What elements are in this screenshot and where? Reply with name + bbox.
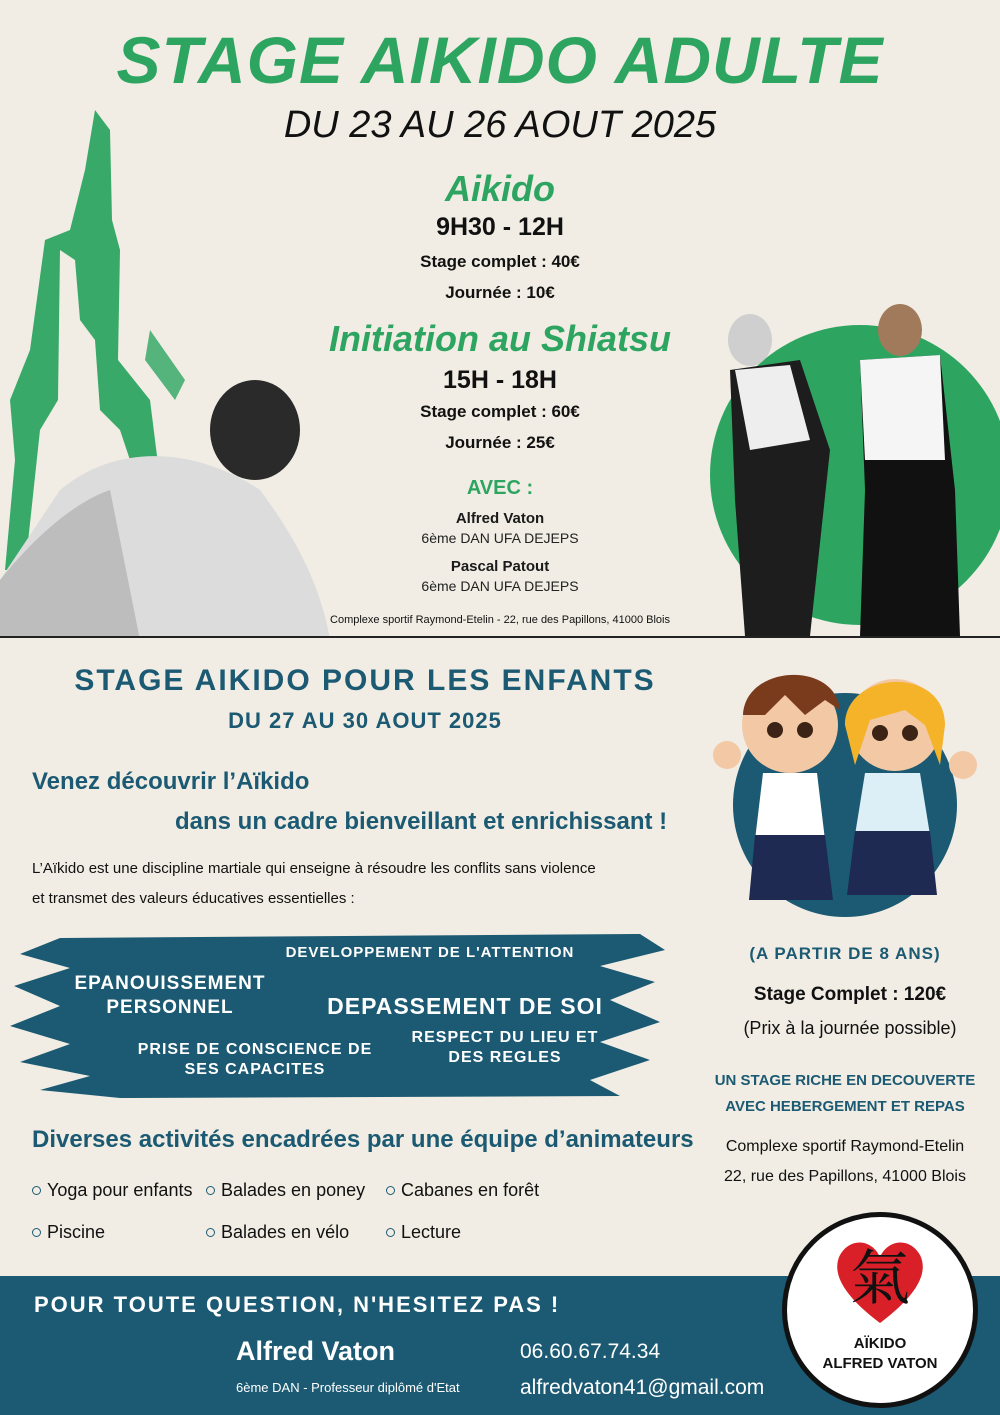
bullet-circle-icon (386, 1186, 395, 1195)
kids-intro-text: et transmet des valeurs éducatives essentielles : (32, 890, 355, 907)
logo-text: AÏKIDO (853, 1335, 907, 1352)
kids-highlight: UN STAGE RICHE EN DECOUVERTE (714, 1072, 976, 1089)
activity-item (386, 1180, 539, 1201)
activity-item (386, 1222, 461, 1243)
teacher-name: Pascal Patout (450, 558, 550, 575)
activities-heading: Diverses activités encadrées par une équipe d’animateurs (32, 1126, 694, 1153)
aikido-price-full: Stage complet : 40€ (420, 252, 580, 271)
kids-title: STAGE AIKIDO POUR LES ENFANTS (74, 664, 656, 697)
footer-question: POUR TOUTE QUESTION, N'HESITEZ PAS ! (34, 1292, 561, 1317)
teacher-name: Alfred Vaton (455, 510, 545, 527)
contact-grade: 6ème DAN - Professeur diplômé d'Etat (236, 1380, 460, 1395)
shiatsu-heading: Initiation au Shiatsu (328, 318, 672, 359)
contact-email[interactable]: alfredvaton41@gmail.com (520, 1376, 765, 1399)
kids-tagline: dans un cadre bienveillant et enrichissant ! (175, 808, 668, 835)
value-item: PRISE DE CONSCIENCE DE SES CAPACITES (137, 1041, 373, 1078)
contact-phone[interactable]: 06.60.67.74.34 (520, 1340, 661, 1363)
value-item: RESPECT DU LIEU ET DES REGLES (411, 1029, 599, 1066)
activity-label: Balades en poney (221, 1180, 366, 1200)
section-divider (0, 636, 1000, 638)
kids-address: Complexe sportif Raymond-Etelin (725, 1138, 965, 1155)
bullet-circle-icon (32, 1228, 41, 1237)
bullet-circle-icon (206, 1186, 215, 1195)
heart-kanji-icon (830, 1231, 930, 1331)
kids-age: (A PARTIR DE 8 ANS) (749, 944, 941, 963)
aikido-price-day: Journée : 10€ (445, 283, 555, 302)
adult-dates: DU 23 AU 26 AOUT 2025 (283, 104, 717, 146)
kids-price: Stage Complet : 120€ (753, 984, 947, 1005)
kids-address: 22, rue des Papillons, 41000 Blois (724, 1168, 966, 1185)
adult-title: STAGE AIKIDO ADULTE (116, 23, 884, 97)
adult-section (0, 0, 1000, 636)
activity-item (32, 1180, 192, 1201)
shiatsu-price-full: Stage complet : 60€ (420, 402, 580, 421)
teacher-grade: 6ème DAN UFA DEJEPS (421, 530, 579, 546)
value-item: DEVELOPPEMENT DE L'ATTENTION (285, 944, 575, 961)
activity-label: Cabanes en forêt (401, 1180, 540, 1200)
kids-illustration (705, 655, 985, 925)
aikido-heading: Aikido (444, 168, 555, 209)
activity-label: Balades en vélo (221, 1222, 350, 1242)
kids-dates: DU 27 AU 30 AOUT 2025 (228, 708, 502, 733)
bullet-circle-icon (386, 1228, 395, 1237)
shiatsu-price-day: Journée : 25€ (445, 433, 555, 452)
kids-highlight: AVEC HEBERGEMENT ET REPAS (725, 1098, 965, 1115)
bullet-circle-icon (32, 1186, 41, 1195)
contact-name: Alfred Vaton (236, 1336, 396, 1366)
kids-price-note: (Prix à la journée possible) (743, 1018, 957, 1038)
activity-item (32, 1222, 105, 1243)
activity-label: Lecture (401, 1222, 462, 1242)
value-item: EPANOUISSEMENT PERSONNEL (74, 973, 266, 1018)
aikido-time: 9H30 - 12H (436, 213, 564, 241)
value-item: DEPASSEMENT DE SOI (327, 993, 603, 1019)
activity-label: Yoga pour enfants (47, 1180, 193, 1200)
club-logo (782, 1212, 978, 1408)
logo-kanji: 氣 (850, 1244, 910, 1314)
activity-label: Piscine (47, 1222, 106, 1242)
bullet-circle-icon (206, 1228, 215, 1237)
activity-item (206, 1180, 365, 1201)
avec-label: AVEC : (466, 477, 534, 499)
shiatsu-time: 15H - 18H (443, 366, 557, 394)
adult-address: Complexe sportif Raymond-Etelin - 22, rue des Papillons, 41000 Blois (330, 614, 670, 626)
logo-text: ALFRED VATON (822, 1355, 938, 1372)
activity-item (206, 1222, 349, 1243)
kids-tagline: Venez découvrir l’Aïkido (32, 768, 310, 795)
teacher-grade: 6ème DAN UFA DEJEPS (421, 578, 579, 594)
kids-intro-text: L’Aïkido est une discipline martiale qui enseigne à résoudre les conflits sans violence (32, 860, 596, 877)
